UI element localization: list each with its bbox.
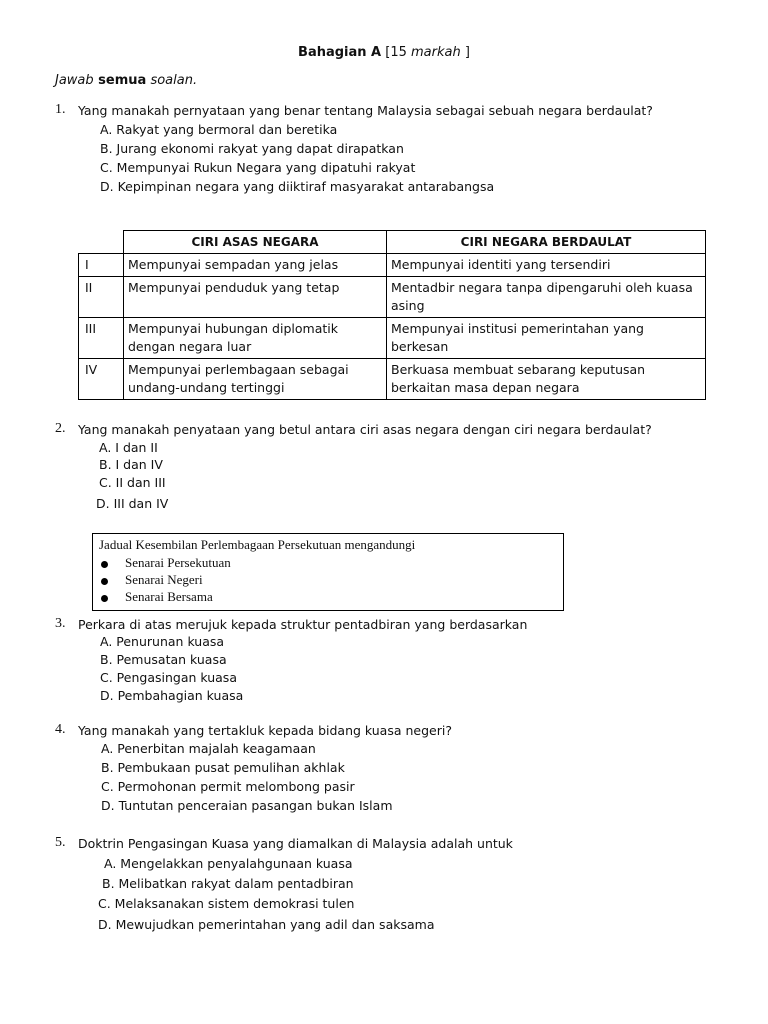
page-title bbox=[0, 45, 768, 60]
option-a: A. Penurunan kuasa bbox=[100, 634, 225, 649]
option-a: A. Mengelakkan penyalahgunaan kuasa bbox=[104, 856, 353, 871]
option-d: D. Pembahagian kuasa bbox=[100, 688, 244, 703]
row-number: II bbox=[79, 277, 124, 318]
title-close: ] bbox=[460, 45, 470, 60]
row-number: III bbox=[79, 318, 124, 359]
table-cell: Mempunyai perlembagaan sebagai undang-undang tertinggi bbox=[124, 359, 387, 400]
option-c: C. II dan III bbox=[99, 475, 166, 490]
title-section: Bahagian A bbox=[298, 45, 382, 60]
criteria-table bbox=[78, 230, 706, 400]
info-box-heading: Jadual Kesembilan Perlembagaan Persekutuan mengandungi bbox=[99, 537, 416, 552]
option-c: C. Permohonan permit melombong pasir bbox=[101, 779, 355, 794]
option-c: C. Mempunyai Rukun Negara yang dipatuhi rakyat bbox=[100, 160, 416, 175]
table-row bbox=[79, 277, 706, 318]
option-c: C. Pengasingan kuasa bbox=[100, 670, 237, 685]
question-number: 5. bbox=[55, 835, 66, 850]
option-d: D. Kepimpinan negara yang diiktiraf masyarakat antarabangsa bbox=[100, 179, 495, 194]
row-number: IV bbox=[79, 359, 124, 400]
title-open: [15 bbox=[381, 45, 412, 60]
instruction-part1: Jawab bbox=[55, 73, 94, 88]
table-cell: Mempunyai sempadan yang jelas bbox=[124, 254, 387, 277]
option-d: D. Mewujudkan pemerintahan yang adil dan saksama bbox=[98, 917, 435, 932]
bullet-icon bbox=[101, 578, 108, 585]
table-row bbox=[79, 318, 706, 359]
table-corner bbox=[79, 231, 124, 254]
option-b: B. Pemusatan kuasa bbox=[100, 652, 227, 667]
question-text: Doktrin Pengasingan Kuasa yang diamalkan di Malaysia adalah untuk bbox=[78, 836, 513, 851]
option-a: A. Rakyat yang bermoral dan beretika bbox=[100, 122, 338, 137]
instruction-part3: soalan. bbox=[146, 73, 198, 88]
table-row bbox=[79, 254, 706, 277]
table-header-row bbox=[79, 231, 706, 254]
question-number: 3. bbox=[55, 616, 66, 631]
option-b: B. Jurang ekonomi rakyat yang dapat dirapatkan bbox=[100, 141, 404, 156]
question-text: Yang manakah yang tertakluk kepada bidang kuasa negeri? bbox=[78, 723, 452, 738]
list-item-label: Senarai Negeri bbox=[125, 572, 203, 587]
bullet-icon bbox=[101, 561, 108, 568]
option-b: B. I dan IV bbox=[99, 457, 163, 472]
instruction bbox=[55, 73, 197, 88]
info-box bbox=[92, 533, 564, 611]
option-a: A. Penerbitan majalah keagamaan bbox=[101, 741, 316, 756]
row-number: I bbox=[79, 254, 124, 277]
option-d: D. Tuntutan penceraian pasangan bukan Islam bbox=[101, 798, 393, 813]
table-cell: Mempunyai penduduk yang tetap bbox=[124, 277, 387, 318]
bullet-icon bbox=[101, 595, 108, 602]
table-header: CIRI ASAS NEGARA bbox=[124, 231, 387, 254]
option-b: B. Melibatkan rakyat dalam pentadbiran bbox=[102, 876, 354, 891]
table-cell: Mempunyai institusi pemerintahan yang berkesan bbox=[387, 318, 706, 359]
question-number: 1. bbox=[55, 102, 66, 117]
option-d: D. III dan IV bbox=[96, 496, 169, 511]
table-row bbox=[79, 359, 706, 400]
question-number: 2. bbox=[55, 421, 66, 436]
list-item-label: Senarai Bersama bbox=[125, 589, 213, 604]
instruction-part2: semua bbox=[93, 73, 147, 88]
table-cell: Berkuasa membuat sebarang keputusan berkaitan masa depan negara bbox=[387, 359, 706, 400]
option-c: C. Melaksanakan sistem demokrasi tulen bbox=[98, 896, 355, 911]
title-marks: markah bbox=[411, 45, 461, 60]
table-cell: Mempunyai hubungan diplomatik dengan negara luar bbox=[124, 318, 387, 359]
list-item bbox=[101, 589, 213, 605]
option-a: A. I dan II bbox=[99, 440, 158, 455]
table-header: CIRI NEGARA BERDAULAT bbox=[387, 231, 706, 254]
option-b: B. Pembukaan pusat pemulihan akhlak bbox=[101, 760, 345, 775]
table-cell: Mentadbir negara tanpa dipengaruhi oleh kuasa asing bbox=[387, 277, 706, 318]
table-cell: Mempunyai identiti yang tersendiri bbox=[387, 254, 706, 277]
list-item-label: Senarai Persekutuan bbox=[125, 555, 231, 570]
list-item bbox=[101, 572, 203, 588]
question-text: Yang manakah penyataan yang betul antara ciri asas negara dengan ciri negara berdaulat? bbox=[78, 422, 652, 437]
question-number: 4. bbox=[55, 722, 66, 737]
list-item bbox=[101, 555, 231, 571]
question-text: Yang manakah pernyataan yang benar tentang Malaysia sebagai sebuah negara berdaulat? bbox=[78, 103, 653, 118]
question-text: Perkara di atas merujuk kepada struktur pentadbiran yang berdasarkan bbox=[78, 617, 528, 632]
